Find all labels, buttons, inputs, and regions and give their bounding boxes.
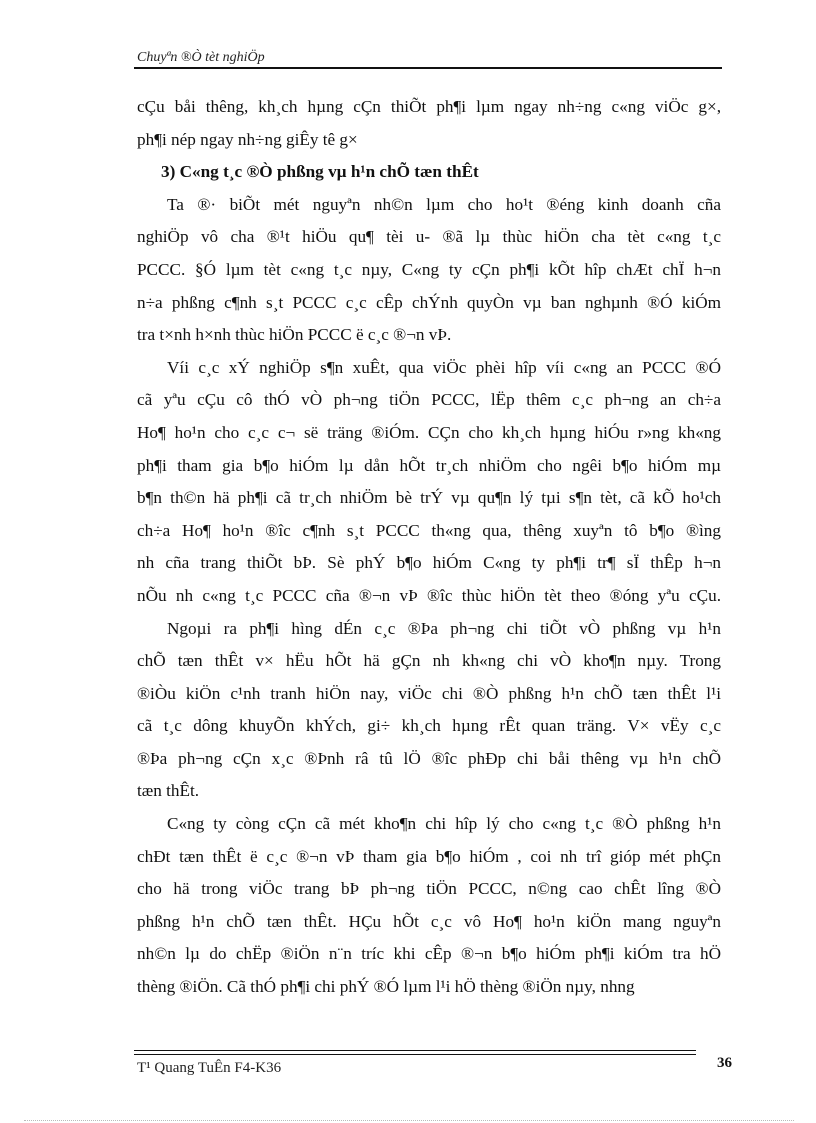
text-line: ®Þa ph¬ng cÇn x¸c ®Þnh râ tû lÖ ®îc phÐp chi båi thêng vµ h¹n chÕ bbox=[137, 748, 721, 768]
text-line: thèng ®iÖn. Cã thÓ ph¶i chi phÝ ®Ó lµm l¹i hÖ thèng ®iÖn nµy, nhng bbox=[137, 977, 635, 997]
text-line: cÇu båi thêng, kh¸ch hµng cÇn thiÕt ph¶i lµm ngay nh÷ng c«ng viÖc g×, bbox=[137, 97, 721, 116]
text-line: ph¶i nép ngay nh÷ng giÊy tê g× bbox=[137, 129, 358, 149]
text-line: Ho¶ ho¹n cho c¸c c¬ së träng ®iÓm. CÇn cho kh¸ch hµng hiÓu r»ng kh«ng bbox=[137, 422, 721, 442]
text-line: PCCC. §Ó lµm tèt c«ng t¸c nµy, C«ng ty cÇn ph¶i kÕt hîp chÆt chÏ h¬n bbox=[137, 259, 721, 279]
text-line: C«ng ty còng cÇn cã mét kho¶n chi hîp lý cho c«ng t¸c ®Ò phßng h¹n bbox=[167, 814, 721, 834]
page-bottom-divider bbox=[24, 1120, 794, 1121]
text-line: b¶n th©n hä ph¶i cã tr¸ch nhiÖm bè trÝ vµ qu¶n lý tµi s¶n tèt, cã kÕ ho¹ch bbox=[137, 488, 721, 508]
footer-divider bbox=[134, 1050, 696, 1055]
page-number: 36 bbox=[717, 1055, 732, 1071]
section-heading: 3) C«ng t¸c ®Ò phßng vµ h¹n chÕ tæn thÊt bbox=[161, 162, 479, 182]
text-line: Ngoµi ra ph¶i hìng dÉn c¸c ®Þa ph¬ng chi tiÕt vÒ phßng vµ h¹n bbox=[167, 618, 721, 638]
text-line: cã yªu cÇu cô thÓ vÒ ph¬ng tiÖn PCCC, lËp thêm c¸c ph¬ng an ch÷a bbox=[137, 390, 721, 410]
text-line: ph¶i tham gia b¶o hiÓm lµ dån hÕt tr¸ch nhiÖm cho ngêi b¶o hiÓm mµ bbox=[137, 455, 721, 475]
text-line: nh cña trang thiÕt bÞ. Sè phÝ b¶o hiÓm C«ng ty ph¶i tr¶ sÏ thÊp h¬n bbox=[137, 553, 721, 573]
text-line: Ta ®· biÕt mét nguyªn nh©n lµm cho ho¹t ®éng kinh doanh cña bbox=[167, 194, 721, 214]
text-line: phßng h¹n chÕ tæn thÊt. HÇu hÕt c¸c vô Ho¶ ho¹n kiÖn mang nguyªn bbox=[137, 911, 721, 931]
header-divider bbox=[134, 67, 722, 69]
text-line: ®iÒu kiÖn c¹nh tranh hiÖn nay, viÖc chi ®Ò phßng h¹n chÕ tæn thÊt l¹i bbox=[137, 683, 721, 703]
text-line: cã t¸c dông khuyÕn khÝch, gi÷ kh¸ch hµng rÊt quan träng. V× vËy c¸c bbox=[137, 716, 721, 736]
text-line: chÕ tæn thÊt v× hËu hÕt hä gÇn nh kh«ng chi vÒ kho¶n nµy. Trong bbox=[137, 651, 721, 671]
text-line: ch÷a Ho¶ ho¹n ®îc c¶nh s¸t PCCC th«ng qua, thêng xuyªn tô b¶o ®ìng bbox=[137, 520, 721, 540]
body-text bbox=[137, 91, 721, 1004]
text-line: tra t×nh h×nh thùc hiÖn PCCC ë c¸c ®¬n vÞ. bbox=[137, 325, 452, 345]
text-line: chÐt tæn thÊt ë c¸c ®¬n vÞ tham gia b¶o hiÓm , coi nh trî gióp mét phÇn bbox=[137, 846, 721, 866]
text-line: nghiÖp vô cha ®¹t hiÖu qu¶ tèi u- ®ã lµ thùc hiÖn cha tèt c«ng t¸c bbox=[137, 227, 721, 247]
text-line: nÕu nh c«ng t¸c PCCC cña ®¬n vÞ ®îc thùc hiÖn tèt theo ®óng yªu cÇu. bbox=[137, 585, 721, 605]
text-line: n÷a phßng c¶nh s¸t PCCC c¸c cÊp chÝnh quyÒn vµ ban nghµnh ®Ó kiÓm bbox=[137, 292, 721, 312]
page-header-title: Chuyªn ®Ò tèt nghiÖp bbox=[137, 50, 265, 65]
text-line: tæn thÊt. bbox=[137, 781, 200, 801]
footer-author: T¹ Quang TuÊn F4-K36 bbox=[137, 1060, 282, 1076]
text-line: nh©n lµ do chËp ®iÖn n¨n tríc khi cÊp ®¬n b¶o hiÓm ph¶i kiÓm tra hÖ bbox=[137, 944, 721, 964]
text-line: Víi c¸c xÝ nghiÖp s¶n xuÊt, qua viÖc phèi hîp víi c«ng an PCCC ®Ó bbox=[167, 357, 721, 377]
text-line: cho hä trong viÖc trang bÞ ph¬ng tiÖn PCCC, n©ng cao chÊt lîng ®Ò bbox=[137, 879, 721, 899]
